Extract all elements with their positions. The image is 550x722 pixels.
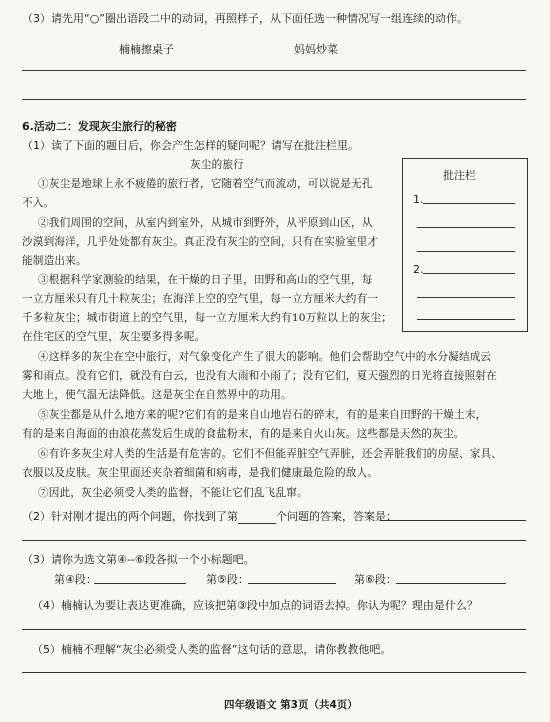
passage-line: ②我们周围的空间，从室内到室外，从城市到野外，从平原到山区，从 [38,217,373,229]
q3-option-a: 楠楠擦桌子 [119,43,174,56]
activity2-q1: （1）读了下面的题目后，你会产生怎样的疑问呢？请写在批注栏里。 [22,139,359,152]
passage-line: ④这样多的灰尘在空中旅行，对气象变化产生了很大的影响。他们会帮助空气中的水分凝结成云 [38,351,492,363]
q3b-section-5-label: 第⑤段： [206,573,249,586]
q2-answer-line-2[interactable] [22,540,526,541]
q3b-section-4-blank[interactable] [94,583,186,584]
notes-line[interactable] [417,297,515,298]
passage-line: 一立方厘米只有几十粒灰尘；在海洋上空的空气里，每一立方厘米大约有一 [22,293,379,305]
notes-item-1: 1. [413,193,424,206]
passage-line: ⑦因此，灰尘必须受人类的监督，不能让它们乱飞乱窜。 [38,487,308,499]
q3b-section-6-label: 第⑥段： [354,573,397,586]
passage-line: ⑥有许多灰尘对人类的生活是有危害的。它们不但能弄脏空气弄脏，还会弄脏我们的房屋、家具、 [38,448,503,460]
passage-line: 衣服以及皮肤。灰尘里面还夹杂着细菌和病毒，是我们健康最危险的敌人。 [22,467,379,479]
notes-item-2: 2. [413,263,424,276]
passage-line: 大地上，使气温无法降低。这是灰尘在自然界中的功用。 [22,389,292,401]
notes-line[interactable] [417,251,515,252]
activity2-title: 6.活动二：发现灰尘旅行的秘密 [22,120,177,133]
passage-line: 能制造出来。 [22,255,87,267]
notes-line[interactable] [417,227,515,228]
q3-answer-line-2[interactable] [22,99,526,100]
passage-line: 雾和雨点。没有它们，就没有白云，也没有大雨和小雨了；没有它们，夏天强烈的日光将直接照射在 [22,370,497,382]
q3-option-b: 妈妈炒菜 [294,43,338,56]
passage-line: 有的是来自海面的由浪花蒸发后生成的食盐粉末，有的是来自火山灰。这些都是天然的灰尘。 [22,428,465,440]
notes-line[interactable] [417,319,515,320]
q4-prompt: （4）楠楠认为要让表达更准确，应该把第③段中加点的词语去掉。你认为呢？理由是什么？ [32,599,478,612]
q2-suffix: 个问题的答案，答案是： [276,510,397,523]
q3b-section-5-blank[interactable] [248,583,336,584]
passage-line: 千多粒灰尘；城市街道上的空气里，每一立方厘米大约有10万粒以上的灰尘； [22,312,393,324]
notes-box[interactable] [402,158,528,332]
q3b-prompt: （3）请你为选文第④--⑥段各拟一个小标题吧。 [22,553,255,566]
q4-answer-line[interactable] [22,629,526,630]
q3-prompt: （3）请先用“○”圈出语段二中的动词，再照样子，从下面任选一种情况写一组连续的动作。 [22,12,468,25]
q3b-section-6-blank[interactable] [396,583,506,584]
notes-line[interactable] [423,273,515,274]
q3b-section-4-label: 第④段： [54,573,97,586]
notes-line[interactable] [423,203,515,204]
q2-number-blank[interactable] [238,513,276,524]
passage-title: 灰尘的旅行 [190,159,244,171]
passage-line: ①灰尘是地球上永不疲倦的旅行者，它随着空气而流动，可以说是无孔 [38,178,373,190]
passage-line: ⑤灰尘都是从什么地方来的呢?它们有的是来自山地岩石的碎末，有的是来自田野的干燥土末， [38,409,487,421]
passage-line: 沙漠到海洋，几乎处处都有灰尘。真正没有灰尘的空间，只有在实验室里才 [22,236,379,248]
q3-answer-line-1[interactable] [22,70,526,71]
passage-line: 不入。 [22,197,55,209]
q2-answer-line-1[interactable] [380,520,526,521]
passage-line: ③根据科学家测验的结果，在干燥的日子里，田野和高山的空气里，每 [38,274,373,286]
notes-title: 批注栏 [443,169,476,182]
passage-line: 在住宅区的空气里，灰尘要多得多呢。 [22,331,206,343]
q5-prompt: （5）楠楠不理解“灰尘必须受人类的监督”这句话的意思，请你教教他吧。 [32,643,392,656]
q2-prompt [22,508,397,524]
q2-prefix: （2）针对刚才提出的两个问题，你找到了第 [22,510,238,523]
q5-answer-line[interactable] [22,672,526,673]
page-footer: 四年级语文 第3页（共4页） [224,699,358,711]
